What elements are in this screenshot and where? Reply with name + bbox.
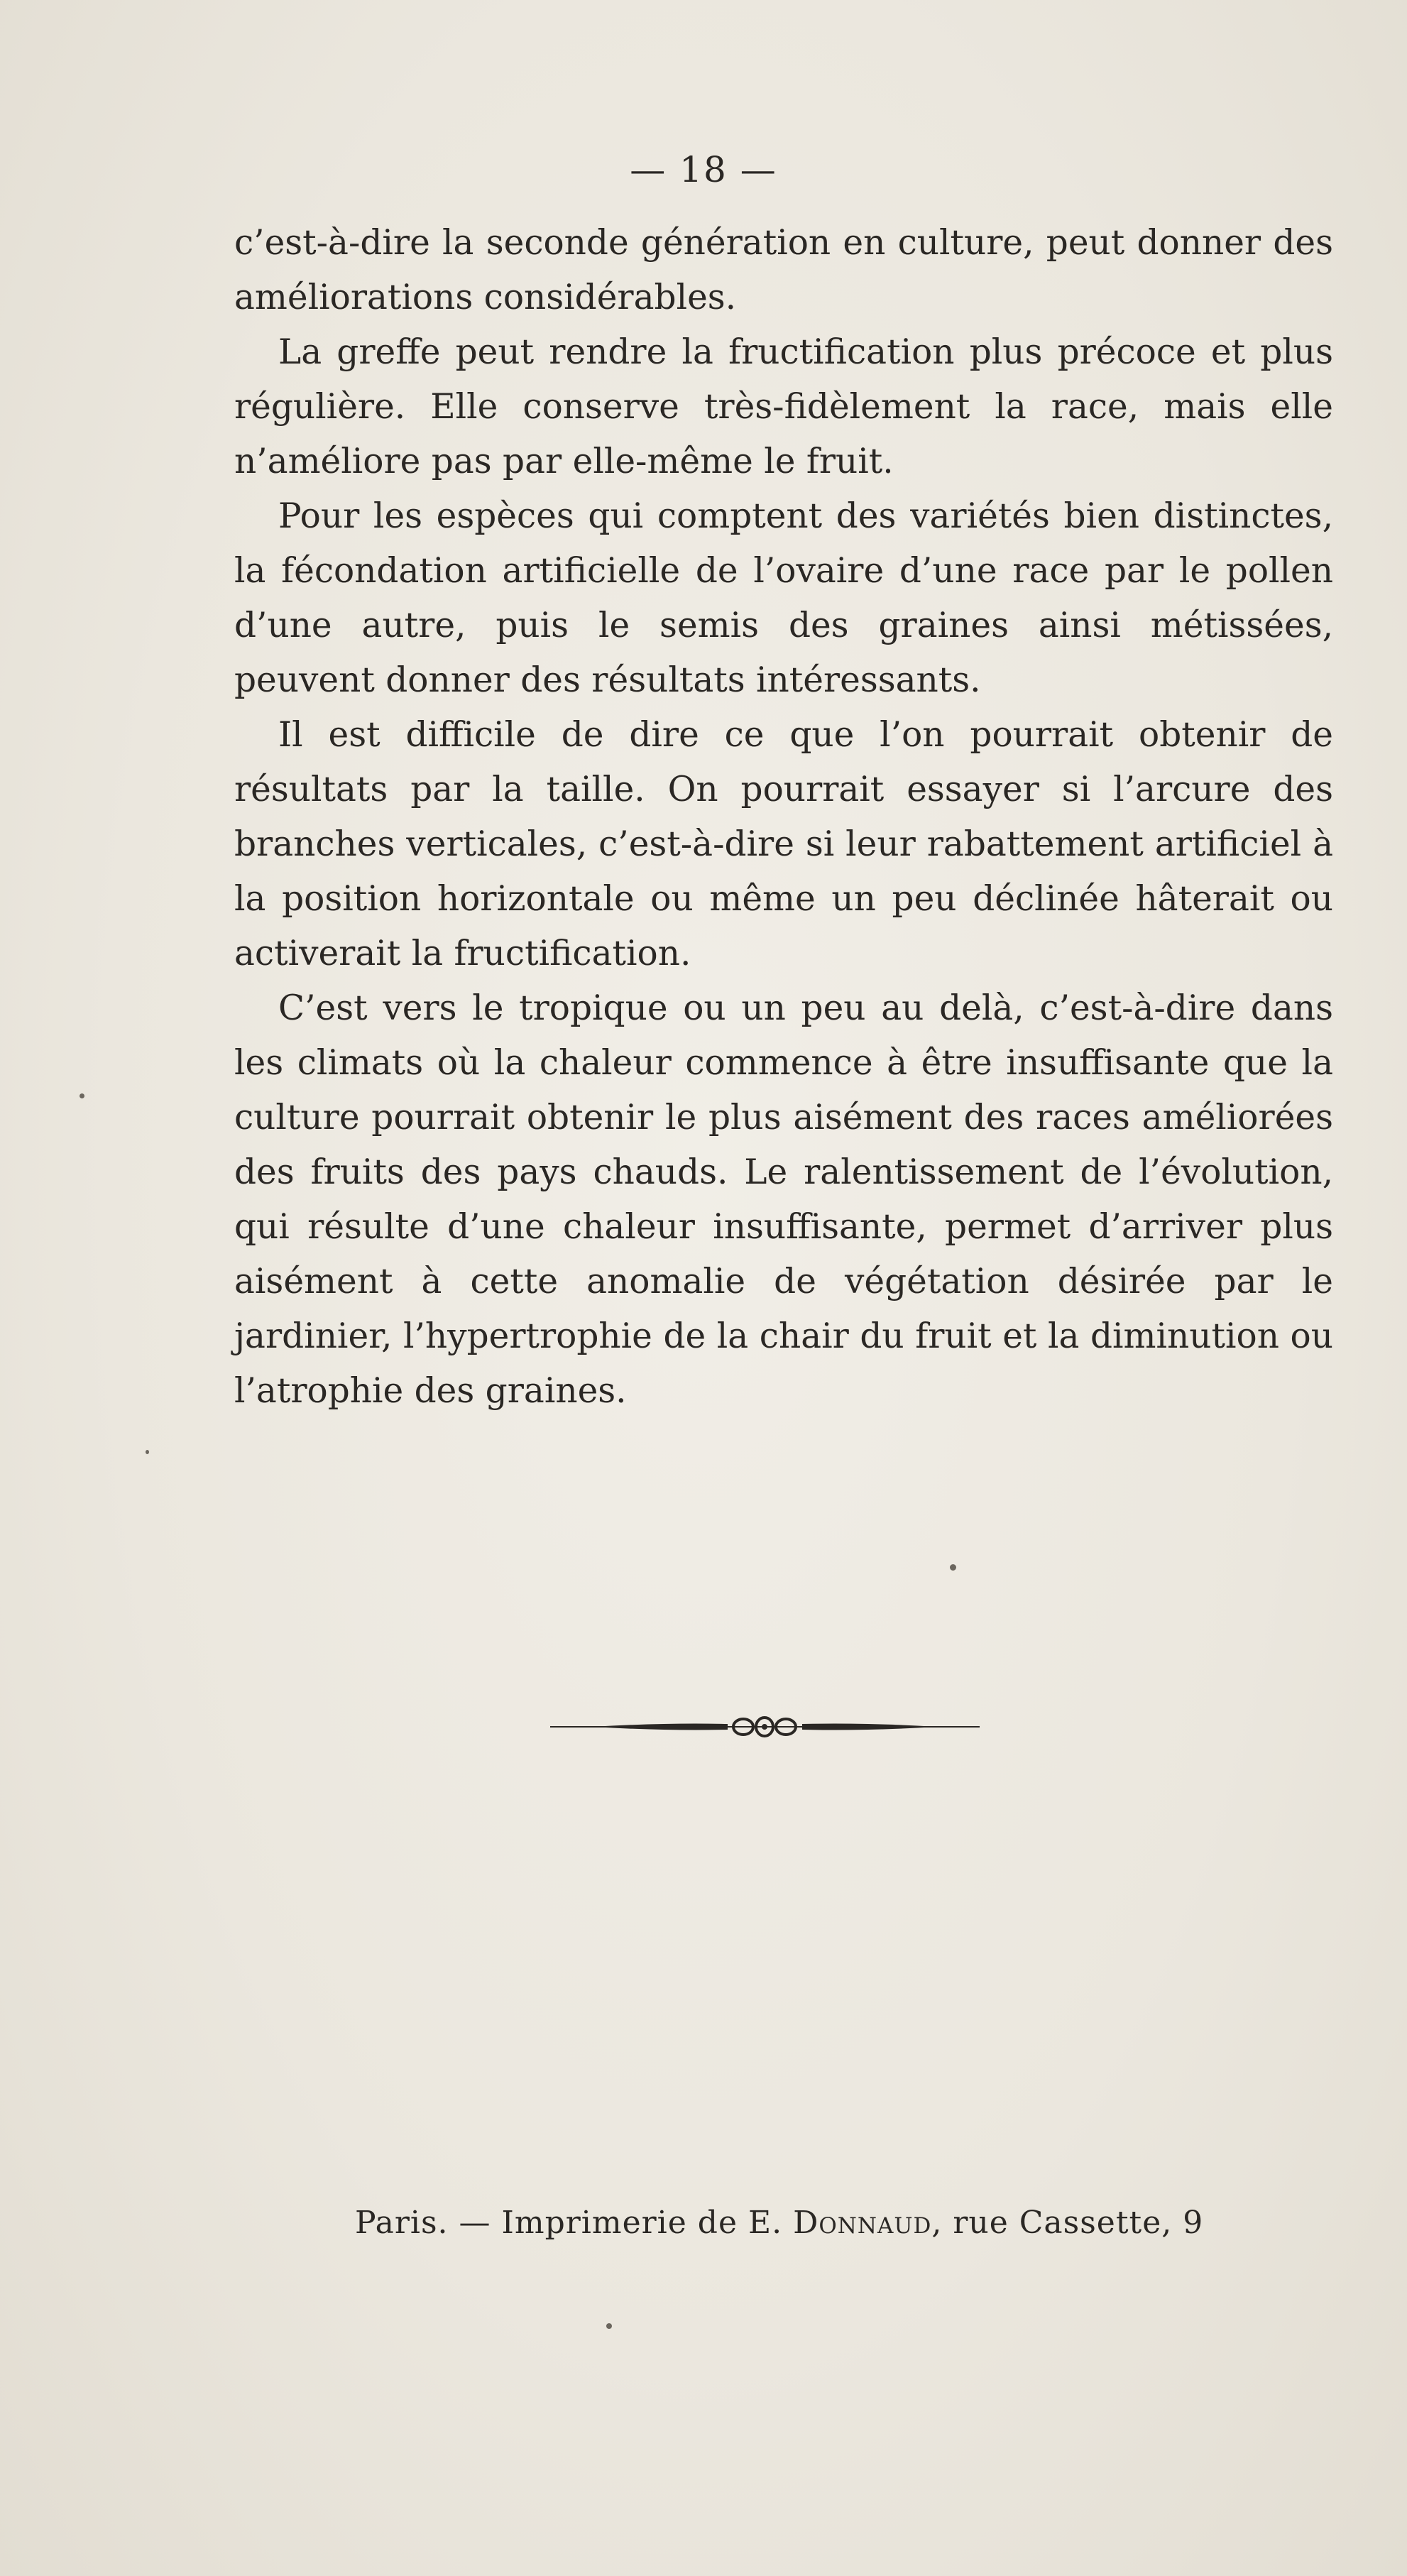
paragraph-1: c’est-à-dire la seconde génération en culture, peut donner des améliorations considérables. xyxy=(234,223,1333,317)
imprint-prefix: Paris. — Imprimerie de E. xyxy=(355,2205,794,2241)
paper-speck xyxy=(80,1093,84,1098)
ornamental-rule xyxy=(550,1713,980,1741)
paragraph-2: La greffe peut rendre la fructification plus précoce et plus régulière. Elle conserve très-fidèlement la race, mais elle n’améliore pas par elle-même le fruit. xyxy=(234,332,1333,481)
paragraph-4: Il est difficile de dire ce que l’on pourrait obtenir de résultats par la taille. On pourrait essayer si l’arcure des branches verticales, c’est-à-dire si leur rabattement artificiel à la position horizontale ou même un peu déclinée hâterait ou activerait la fructification. xyxy=(234,715,1333,973)
paper-speck xyxy=(606,2323,612,2329)
paper-speck xyxy=(950,1564,956,1571)
paragraph-5: C’est vers le tropique ou un peu au delà, c’est-à-dire dans les climats où la chaleur commence à être insuffisante que la culture pourrait obtenir le plus aisément des races améliorées des fruits des pays chauds. Le ralentissement de l’évolution, qui résulte d’une chaleur insuffisante, permet d’arriver plus aisément à cette anomalie de végétation désirée par le jardinier, l’hypertrophie de la chair du fruit et la diminution ou l’atrophie des graines. xyxy=(234,988,1333,1411)
imprint-address: , rue Cassette, 9 xyxy=(931,2205,1204,2241)
body-text xyxy=(234,216,1333,1419)
paper-speck xyxy=(146,1450,149,1454)
printer-imprint xyxy=(355,2205,1203,2241)
paragraph-3: Pour les espèces qui comptent des variétés bien distinctes, la fécondation artificielle de l’ovaire d’une race par le pollen d’une autre, puis le semis des graines ainsi métissées, peuvent donner des résultats intéressants. xyxy=(234,496,1333,700)
imprint-printer-name: Donnaud xyxy=(793,2205,932,2241)
page-number: — 18 — xyxy=(630,149,777,190)
